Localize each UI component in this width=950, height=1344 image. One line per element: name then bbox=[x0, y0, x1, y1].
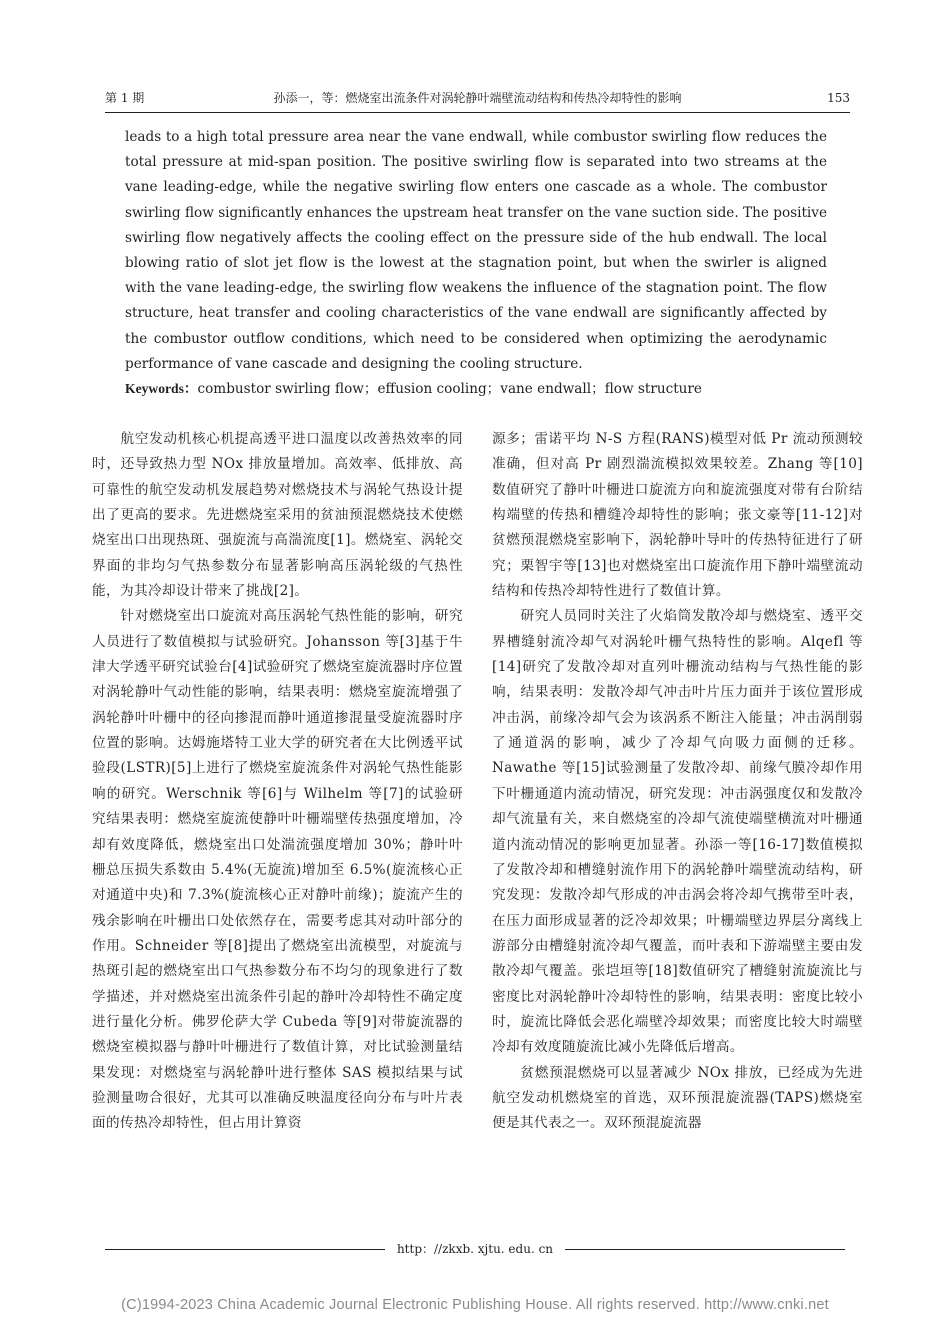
journal-url-link[interactable]: http：//zkxb. xjtu. edu. cn bbox=[396, 1242, 554, 1256]
paragraph: 贫燃预混燃烧可以显著减少 NOx 排放，已经成为先进航空发动机燃烧室的首选，双环预混旋流器(TAPS)燃烧室便是其代表之一。双环预混旋流器 bbox=[492, 1064, 863, 1132]
running-header bbox=[105, 88, 850, 113]
keywords-line bbox=[125, 376, 827, 402]
issue-number: 第 1 期 bbox=[105, 91, 145, 105]
abstract-text: leads to a high total pressure area near the vane endwall, while combustor swirling flow reduces the total pressure at mid-span position. The positive swirling flow is separated into two streams at the vane leading-edge, while the negative swirling flow enters one cascade as a whole. The combustor swirling flow significantly enhances the upstream heat transfer on the vane suction side. The positive swirling flow negatively affects the cooling effect on the pressure side of the hub endwall. The local blowing ratio of slot jet flow is the lowest at the stagnation point, but when the swirler is aligned with the vane leading-edge, the swirling flow weakens the influence of the stagnation point. The flow structure, heat transfer and cooling characteristics of the vane endwall are significantly affected by the combustor outflow conditions, which need to be considered when optimizing the aerodynamic performance of vane cascade and designing the cooling structure. bbox=[125, 129, 827, 372]
page-number: 153 bbox=[827, 91, 850, 105]
keywords-label: Keywords： bbox=[125, 381, 198, 396]
paragraph: 针对燃烧室出口旋流对高压涡轮气热性能的影响，研究人员进行了数值模拟与试验研究。Johansson 等[3]基于牛津大学透平研究试验台[4]试验研究了燃烧室旋流器时序位置对涡轮静叶气动性能的影响，结果表明：燃烧室旋流增强了涡轮静叶叶栅中的径向掺混而静叶通道掺混量受旋流器时序位置的影响。达姆施塔特工业大学的研究者在大比例透平试验段(LSTR)[5]上进行了燃烧室旋流条件对涡轮气热性能影响的研究。Werschnik 等[6]与 Wilhelm 等[7]的试验研究结果表明：燃烧室旋流使静叶叶栅端壁传热强度增加，冷却有效度降低，燃烧室出口处湍流强度增加 30%；静叶叶栅总压损失系数由 5.4%(无旋流)增加至 6.5%(旋流核心正对通道中央)和 7.3%(旋流核心正对静叶前缘)；旋流产生的残余影响在叶栅出口处依然存在，需要考虑其对动叶部分的作用。Schneider 等[8]提出了燃烧室出流模型，对旋流与热斑引起的燃烧室出口气热参数分布不均匀的现象进行了数学描述，并对燃烧室出流条件引起的静叶冷却特性不确定度进行量化分析。佛罗伦萨大学 Cubeda 等[9]对带旋流器的燃烧室模拟器与静叶叶栅进行了数值计算，对比试验测量结果发现：对燃烧室与涡轮静叶进行整体 SAS 模拟结果与试验测量吻合很好，尤其可以准确反映温度径向分布与叶片表面的传热冷却特性，但占用计算资 bbox=[92, 608, 463, 1132]
keywords-list: combustor swirling flow；effusion cooling；vane endwall；flow structure bbox=[197, 381, 702, 397]
paragraph: 研究人员同时关注了火焰筒发散冷却与燃烧室、透平交界槽缝射流冷却气对涡轮叶栅气热特性的影响。Alqefl 等[14]研究了发散冷却对直列叶栅流动结构与气热性能的影响，结果表明：发散冷却气冲击叶片压力面并于该位置形成冲击涡，前缘冷却气会为该涡系不断注入能量；冲击涡削弱了通道涡的影响，减少了冷却气向吸力面侧的迁移。Nawathe 等[15]试验测量了发散冷却、前缘气膜冷却作用下叶栅通道内流动情况，研究发现：冲击涡强度仅和发散冷却气流量有关，来自燃烧室的冷却气流使端壁横流对叶栅通道内流动情况的影响更加显著。孙添一等[16-17]数值模拟了发散冷却和槽缝射流作用下的涡轮静叶端壁流动结构，研究发现：发散冷却气形成的冲击涡会将冷却气携带至叶表，在压力面形成显著的泛冷却效果；叶栅端壁边界层分离线上游部分由槽缝射流冷却气覆盖，而叶表和下游端壁主要由发散冷却气覆盖。张垲垣等[18]数值研究了槽缝射流旋流比与密度比对涡轮静叶冷却特性的影响，结果表明：密度比较小时，旋流比降低会恶化端壁冷却效果；而密度比较大时端壁冷却有效度随旋流比减小先降低后增高。 bbox=[492, 608, 863, 1056]
body-left-column bbox=[92, 427, 463, 1137]
running-title: 孙添一，等：燃烧室出流条件对涡轮静叶端壁流动结构和传热冷却特性的影响 bbox=[273, 91, 682, 105]
body-right-column bbox=[492, 427, 863, 1137]
copyright-watermark: (C)1994-2023 China Academic Journal Electronic Publishing House. All rights reserved. http://www.cnki.net bbox=[121, 1297, 829, 1313]
paragraph: 航空发动机核心机提高透平进口温度以改善热效率的同时，还导致热力型 NOx 排放量增加。高效率、低排放、高可靠性的航空发动机发展趋势对燃烧技术与涡轮气热设计提出了更高的要求。先进燃烧室采用的贫油预混燃烧技术使燃烧室出口出现热斑、强旋流与高湍流度[1]。燃烧室、涡轮交界面的非均匀气热参数分布显著影响高压涡轮级的气热性能，为其冷却设计带来了挑战[2]。 bbox=[92, 431, 463, 600]
paragraph: 源多；雷诺平均 N-S 方程(RANS)模型对低 Pr 流动预测较准确，但对高 Pr 剧烈湍流模拟效果较差。Zhang 等[10]数值研究了静叶叶栅进口旋流方向和旋流强度对带有台阶结构端壁的传热和槽缝冷却特性的影响；张文豪等[11-12]对贫燃预混燃烧室影响下，涡轮静叶导叶的传热特征进行了研究；栗智宇等[13]也对燃烧室出口旋流作用下静叶端壁流动结构和传热冷却特性进行了数值计算。 bbox=[492, 431, 863, 600]
